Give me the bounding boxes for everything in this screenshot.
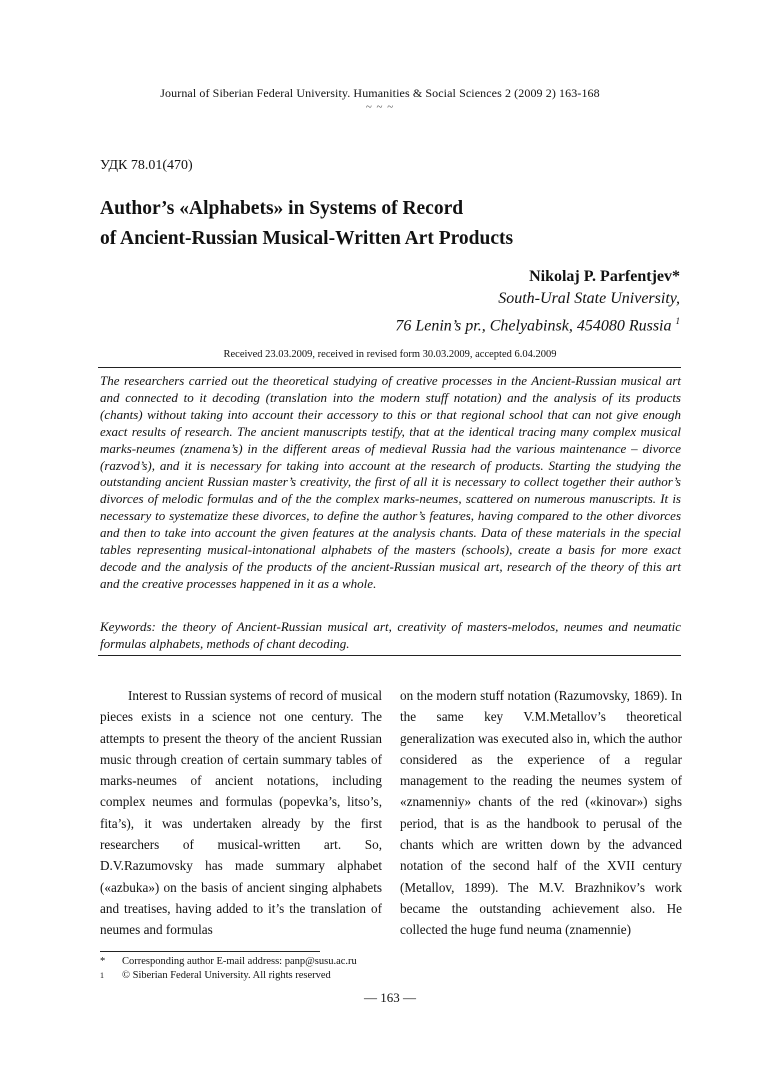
udk-code: УДК 78.01(470) [100,158,193,173]
header-separator: ~ ~ ~ [365,101,395,113]
abstract-top-rule [98,367,681,368]
footnote-text: © Siberian Federal University. All rights reserved [122,969,331,981]
address-footnote-ref: 1 [675,316,680,326]
keywords: Keywords: the theory of Ancient-Russian musical art, creativity of masters-melodos, neumes and neumatic formulas alphabets, methods of chant decoding. [100,619,681,651]
abstract-bottom-rule [98,655,681,656]
footnote-rule [100,951,320,952]
footnote-mark: 1 [100,970,104,980]
abstract: The researchers carried out the theoretical studying of creative processes in the Ancient-Russian musical art and connected to it decoding (translation into the modern stuff notation) and the analysis of its products (chants) without taking into account their accessory to this or that regional school that can not give enough exact results of research. The ancient manuscripts testify, that at the identical tracing many complex musical marks-neumes (znamena’s) in the different areas of medieval Russia had the various maintenance – divorce (razvod’s), and it is necessary for taking into account at the research of products. Starting the studying the outstanding ancient Russian master’s creativity, the first of all it is necessary to collect together their author’s divorces of melodic formulas and of the the complex marks-neumes, scattered on numerous manuscripts. It is necessary to systematize these divorces, to define the author’s features, having compared to the other divorces and then to take into account the given features at the analysis chants. Data of these materials in the special tables representing musical-intonational alphabets of the masters (schools), create a basis for more exact decode and the analysis of the products of the ancient-Russian musical art, research of the theory of this art and the creative processes happened in it as a whole. [100,373,681,591]
journal-header: Journal of Siberian Federal University. Humanities & Social Sciences 2 (2009 2) 163-168 [160,86,600,100]
author-affiliation: South-Ural State University, [498,290,680,307]
body-right-column: on the modern stuff notation (Razumovsky, 1869). In the same key V.M.Metallov’s theoretical generalization was executed also in, which the author considered as the experience of a regular management to the reading the neumes system of «znamenniy» chants of the red («kinovar») sighs period, that is as the handbook to perusal of the chants which are written down by the advanced notation of the second half of the XVII century (Metallov, 1899). The M.V. Brazhnikov’s work became the outstanding achievement also. He collected the huge fund neuma (znamennie) [400,688,682,938]
title-line-2: of Ancient-Russian Musical-Written Art Products [100,228,514,249]
footnote-mark: * [100,956,106,967]
address-text: 76 Lenin’s pr., Chelyabinsk, 454080 Russia [395,317,672,335]
title-line-1: Author’s «Alphabets» in Systems of Record [100,198,464,219]
author-name: Nikolaj P. Parfentjev* [529,268,680,285]
footnote-text: Corresponding author E-mail address: panp@susu.ac.ru [122,956,357,967]
footnote-1 [100,955,357,969]
footnotes [100,955,357,982]
author-address [395,310,680,337]
footnote-2 [100,969,357,983]
page-number: — 163 — [364,990,416,1005]
received-dates: Received 23.03.2009, received in revised form 30.03.2009, accepted 6.04.2009 [223,349,557,360]
body-left-column: Interest to Russian systems of record of musical pieces exists in a science not one century. The attempts to present the theory of the ancient Russian music through creation of certain summary tables of marks-neumes of ancient notations, including complex neumes and formulas (popevka’s, litso’s, fita’s), it was undertaken already by the first researchers of musical-written art. So, D.V.Razumovsky has made summary alphabet («azbuka») on the basis of ancient singing alphabets and treatises, having added to it’s the translation of neumes and formulas [100,688,382,938]
author-block [395,266,680,337]
article-title [100,194,680,254]
